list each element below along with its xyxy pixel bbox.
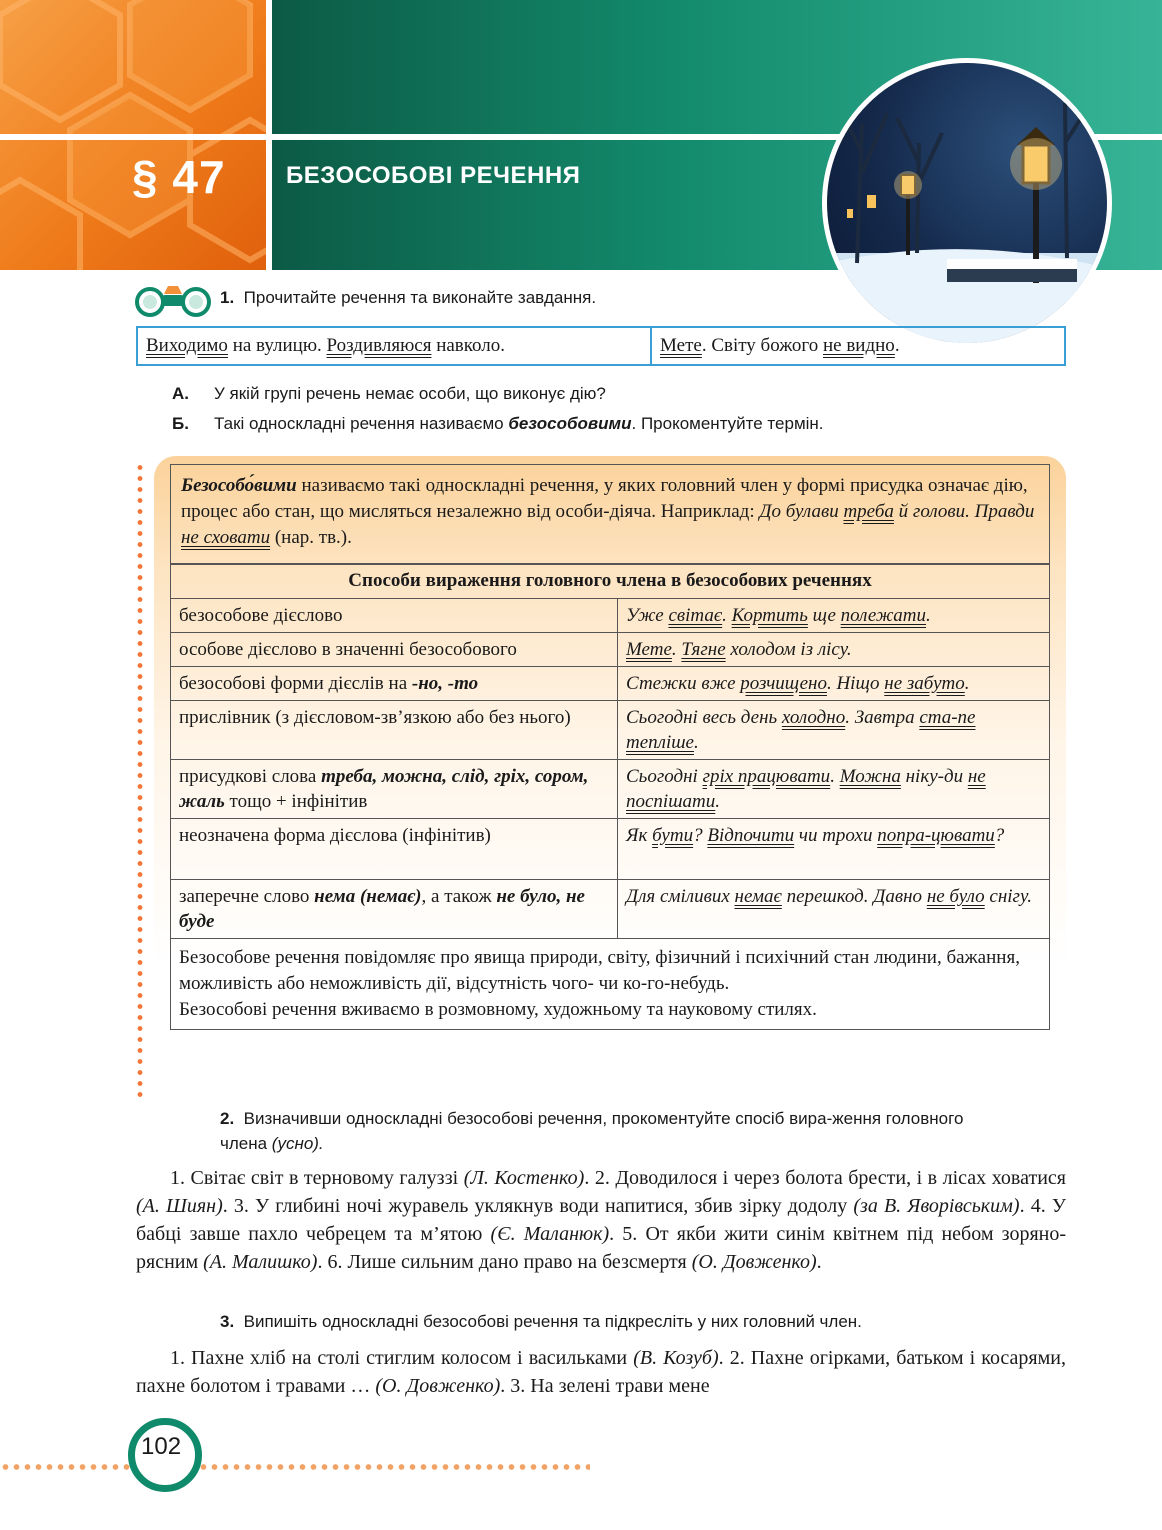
text-run: не було [926, 886, 985, 907]
term: безособовими [508, 414, 632, 433]
text-run: ста-ne [919, 707, 976, 728]
text-run: нема (немає) [314, 886, 422, 907]
question-letter: А. [172, 384, 189, 403]
text-run: (А. Малишко) [203, 1251, 318, 1273]
table-title: Способи вираження головного члена в безособових реченнях [171, 565, 1050, 599]
text-run: Мете [626, 639, 672, 660]
text-run: . [671, 639, 682, 660]
binoculars-icon [134, 283, 212, 317]
text-run: не видно [822, 335, 895, 356]
example-cell [618, 819, 1050, 880]
text-run: . [722, 605, 732, 626]
exercise-number: 3. [220, 1312, 235, 1331]
text-run: . Світу божого [701, 335, 823, 356]
text-run: 1. Пахне хліб на столі стиглим колосом і васильками [170, 1347, 634, 1369]
text-run: треба, можна, слід, гріх, сором, жаль [179, 766, 589, 812]
text-run: снігу. [984, 886, 1032, 907]
table-row [171, 760, 1050, 819]
exercise-task-text: Випишіть односкладні безособові речення та підкресліть у них головний член. [243, 1312, 862, 1331]
text-run: . 4. У бабці завше пахло чебрецем та м’ятою [136, 1195, 1066, 1245]
text-run: . 2. Пахне огірками, батьком і косарями, пахне болотом і травами … [136, 1347, 1066, 1397]
text-run: Відпочити [707, 825, 795, 846]
text-run: . 3. На зелені трави мене [500, 1375, 710, 1397]
text-run: . [715, 791, 721, 812]
table-row [171, 667, 1050, 701]
text-run: . [926, 605, 931, 626]
exercise-1-task [220, 288, 596, 308]
text-run: . [816, 1251, 822, 1273]
text-run: Можна [839, 766, 901, 787]
winter-street-photo [822, 58, 1112, 348]
text-run: Для сміливих [626, 886, 735, 907]
question-b [172, 414, 824, 434]
text-run: бути [652, 825, 694, 846]
text-run: Уже [626, 605, 669, 626]
text-run: особове дієслово в значенні безособового [179, 639, 517, 660]
text-run: Безособо́вими [181, 475, 297, 496]
sentence-group-left [138, 328, 652, 364]
text-run: на вулицю. [227, 335, 327, 356]
text-run: . 6. Лише сильним дано право на безсмертя [317, 1251, 692, 1273]
example-cell [618, 880, 1050, 939]
text-run: (Л. Костенко) [463, 1167, 585, 1189]
text-run: навколо. [431, 335, 506, 356]
text-run: . [830, 766, 840, 787]
method-cell [171, 880, 618, 939]
text-run: Сьогодні весь день [626, 707, 782, 728]
text-run: не поспішати [626, 766, 986, 812]
text-run: ? [693, 825, 708, 846]
method-cell [171, 633, 618, 667]
text-run: (Є. Маланюк) [490, 1223, 610, 1245]
text-run: Виходимо [146, 335, 228, 356]
note-styles: Безособові речення вживаємо в розмовному, художньому та науковому стилях. [179, 999, 817, 1020]
text-run: не було, не буде [179, 886, 585, 932]
text-run: . [694, 732, 699, 753]
text-run: гріх працювати [702, 766, 831, 787]
question-a [172, 384, 606, 404]
paragraph-number: § 47 [132, 151, 226, 203]
question-text: Такі односкладні речення називаємо [214, 414, 509, 433]
exercise-1-sentence-box [136, 326, 1066, 366]
exercise-2-text [136, 1164, 1066, 1276]
text-run: безособове дієслово [179, 605, 343, 626]
text-run: треба [843, 501, 894, 522]
method-cell [171, 701, 618, 760]
text-run: (О. Довженко) [691, 1251, 817, 1273]
text-run: Стежки вже [626, 673, 741, 694]
method-cell [171, 667, 618, 701]
exercise-task-text: Прочитайте речення та виконайте завдання. [243, 288, 597, 307]
text-run: . [894, 335, 900, 356]
text-run: холодно [781, 707, 846, 728]
exercise-task-text: Визначивши односкладні безособові речення, прокоментуйте спосіб вира-ження головного члена [220, 1109, 964, 1153]
text-run: перешкод. Давно [781, 886, 927, 907]
text-run: не сховати [181, 527, 271, 548]
text-run: називаємо такі односкладні речення, у яких головний член у формі присудка означає дію, процес або стан, що мисляться незалежно від особи-діяча. Наприклад: [181, 475, 1028, 522]
text-run: . [964, 673, 970, 694]
sentence-group-right [652, 328, 908, 364]
table-row [171, 701, 1050, 760]
text-run: 1. Світає світ в терновому галуззі [170, 1167, 464, 1189]
exercise-2-task [220, 1106, 990, 1156]
text-run: розчищено [740, 673, 827, 694]
note-usage-meaning: Безособове речення повідомляє про явища природи, світу, фізичний і психічний стан людини, бажання, можливість або неможливість дії, відсутність чого- чи ко-го-небудь. [179, 947, 1020, 994]
page-number: 102 [141, 1433, 182, 1460]
question-text: У якій групі речень немає особи, що виконує дію? [214, 384, 606, 403]
text-run: , а також [421, 886, 497, 907]
text-run: тепліше [626, 732, 694, 753]
table-row [171, 819, 1050, 880]
question-text-end: . Прокоментуйте термін. [631, 414, 824, 433]
rule-definition [170, 464, 1050, 564]
text-run: світає [668, 605, 723, 626]
text-run: . 5. От якби жити синім квітнем під небом зоряно-рясним [136, 1223, 1067, 1273]
text-run: (нар. тв.). [270, 527, 352, 548]
method-cell [171, 760, 618, 819]
table-row [171, 880, 1050, 939]
method-cell [171, 599, 618, 633]
text-run: прислівник (з дієсловом-зв’язкою або без нього) [179, 707, 571, 728]
table-note-row [171, 939, 1050, 1030]
table-row [171, 633, 1050, 667]
dotted-margin-line [136, 462, 144, 1102]
text-run: Кортить [731, 605, 808, 626]
exercise-task-note: (усно). [271, 1134, 324, 1153]
text-run: чи трохи [794, 825, 878, 846]
text-run: Мете [660, 335, 702, 356]
exercise-number: 1. [220, 288, 235, 307]
page-title: БЕЗОСОБОВІ РЕЧЕННЯ [286, 162, 581, 189]
text-run: присудкові слова [179, 766, 322, 787]
text-run: заперечне слово [179, 886, 315, 907]
rule-note [171, 939, 1050, 1030]
text-run: ніку-ди [900, 766, 968, 787]
text-run: Сьогодні [626, 766, 703, 787]
text-run: безособові форми дієслів на [179, 673, 412, 694]
text-run: (А. Шиян) [136, 1195, 223, 1217]
text-run: ? [994, 825, 1005, 846]
text-run: (В. Козуб) [633, 1347, 719, 1369]
text-run: неозначена форма дієслова (інфінітив) [179, 825, 491, 846]
text-run: -но, -то [411, 673, 479, 694]
example-cell [618, 599, 1050, 633]
expression-methods-table [170, 564, 1050, 1030]
text-run: не забуто [884, 673, 965, 694]
example-cell [618, 760, 1050, 819]
text-run: холодом із лісу. [725, 639, 852, 660]
text-run: . Ніщо [826, 673, 885, 694]
text-run: попра-цювати [877, 825, 995, 846]
text-run: (за В. Яворівським) [853, 1195, 1020, 1217]
text-run: Роздивляюся [326, 335, 432, 356]
text-run: тощо + інфінітив [224, 791, 368, 812]
lantern-illustration [827, 63, 1107, 343]
text-run: (О. Довженко) [375, 1375, 501, 1397]
text-run: полежати [840, 605, 927, 626]
text-run: . Завтра [845, 707, 920, 728]
text-run: . 2. Доводилося і через болота брести, і в лісах ховатися [584, 1167, 1066, 1189]
text-run: Тягне [681, 639, 726, 660]
footer-dotted-line [0, 1462, 590, 1472]
exercise-3-text [136, 1344, 1066, 1400]
table-row [171, 599, 1050, 633]
exercise-3-task [220, 1312, 862, 1332]
text-run: До булави [759, 501, 844, 522]
text-run: немає [734, 886, 782, 907]
text-run: ще [807, 605, 841, 626]
text-run: й голови. Правди [893, 501, 1035, 522]
text-run: Як [626, 825, 653, 846]
example-cell [618, 701, 1050, 760]
question-letter: Б. [172, 414, 189, 433]
table-header-row [171, 565, 1050, 599]
example-cell [618, 667, 1050, 701]
text-run: . 3. У глибині ночі журавель уклякнув води напитися, збив зірку додолу [222, 1195, 854, 1217]
example-cell [618, 633, 1050, 667]
exercise-number: 2. [220, 1109, 235, 1128]
method-cell [171, 819, 618, 880]
